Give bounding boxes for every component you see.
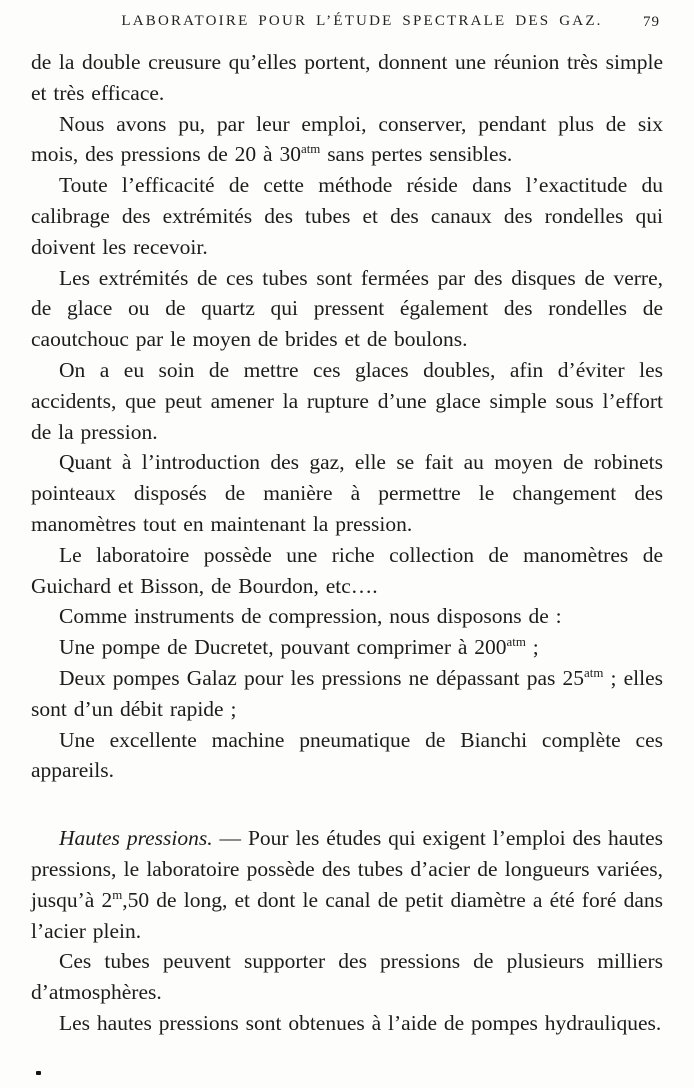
text-run: Le laboratoire possède une riche collection de manomètres de Guichard et Bisson, de Bourdon, etc…. — [31, 542, 663, 598]
paragraph — [31, 447, 663, 539]
paragraph — [31, 540, 663, 602]
paragraph — [31, 47, 663, 109]
paragraph — [31, 355, 663, 447]
scan-artifact-speck — [36, 1071, 41, 1075]
text-run: Les hautes pressions sont obtenues à l’aide de pompes hydrauliques. — [59, 1010, 662, 1035]
paragraph — [31, 263, 663, 355]
superscript-unit: atm — [300, 142, 321, 157]
text-run: ; elles sont d’un débit rapide ; — [31, 665, 663, 721]
paragraph — [31, 601, 663, 632]
superscript-unit: atm — [506, 634, 526, 649]
text-run: Une excellente machine pneumatique de Bianchi complète ces appareils. — [31, 727, 663, 783]
paragraph — [31, 632, 663, 663]
page-header — [32, 13, 662, 35]
running-title: LABORATOIRE POUR L’ÉTUDE SPECTRALE DES GAZ. — [121, 13, 603, 29]
text-run: Une pompe de Ducretet, pouvant comprimer à 200 — [59, 635, 507, 660]
text-run: Nous avons pu, par leur emploi, conserver, pendant plus de six mois, des pressions de 20 à 30 — [31, 111, 663, 167]
text-run: ; — [525, 635, 539, 660]
text-run: Toute l’efficacité de cette méthode réside dans l’exactitude du calibrage des extrémités des tubes et des canaux des rondelles qui doivent les recevoir. — [31, 173, 663, 259]
paragraph — [31, 663, 663, 725]
superscript-unit: atm — [584, 665, 604, 680]
paragraph — [31, 725, 663, 787]
text-run: sans pertes sensibles. — [320, 142, 513, 167]
text-run: Les extrémités de ces tubes sont fermées par des disques de verre, de glace ou de quartz qui pressent également des rondelles de caoutchouc par le moyen de brides et de boulons. — [31, 265, 663, 352]
text-run: de la double creusure qu’elles portent, donnent une réunion très simple et très efficace. — [31, 50, 663, 105]
paragraph — [31, 946, 663, 1008]
text-run: Quant à l’introduction des gaz, elle se fait au moyen de robinets pointeaux disposés de manière à permettre le changement des manomètres tout en maintenant la pression. — [31, 450, 663, 536]
superscript-unit: m — [112, 887, 123, 902]
paragraph — [31, 109, 663, 171]
text-run: Comme instruments de compression, nous disposons de : — [59, 604, 562, 629]
page-body — [31, 47, 663, 1039]
text-run: ,50 de long, et dont le canal de petit diamètre a été foré dans l’acier plein. — [31, 887, 663, 943]
text-run: Deux pompes Galaz pour les pressions ne dépassant pas 25 — [59, 665, 585, 690]
italic-lead: Hautes pressions. — [59, 826, 213, 851]
text-run: On a eu soin de mettre ces glaces doubles, afin d’éviter les accidents, que peut amener la rupture d’une glace simple sous l’effort de la pression. — [31, 357, 663, 444]
paragraph — [31, 170, 663, 262]
text-run: Ces tubes peuvent supporter des pressions de plusieurs milliers d’atmosphères. — [31, 949, 663, 1005]
text-run: — Pour les études qui exigent l’emploi des hautes pressions, le laboratoire possède des tubes d’acier de longueurs variées, jusqu’à 2 — [31, 826, 663, 912]
paragraph — [31, 1008, 663, 1039]
paragraph — [31, 823, 663, 946]
page-number: 79 — [643, 14, 660, 30]
